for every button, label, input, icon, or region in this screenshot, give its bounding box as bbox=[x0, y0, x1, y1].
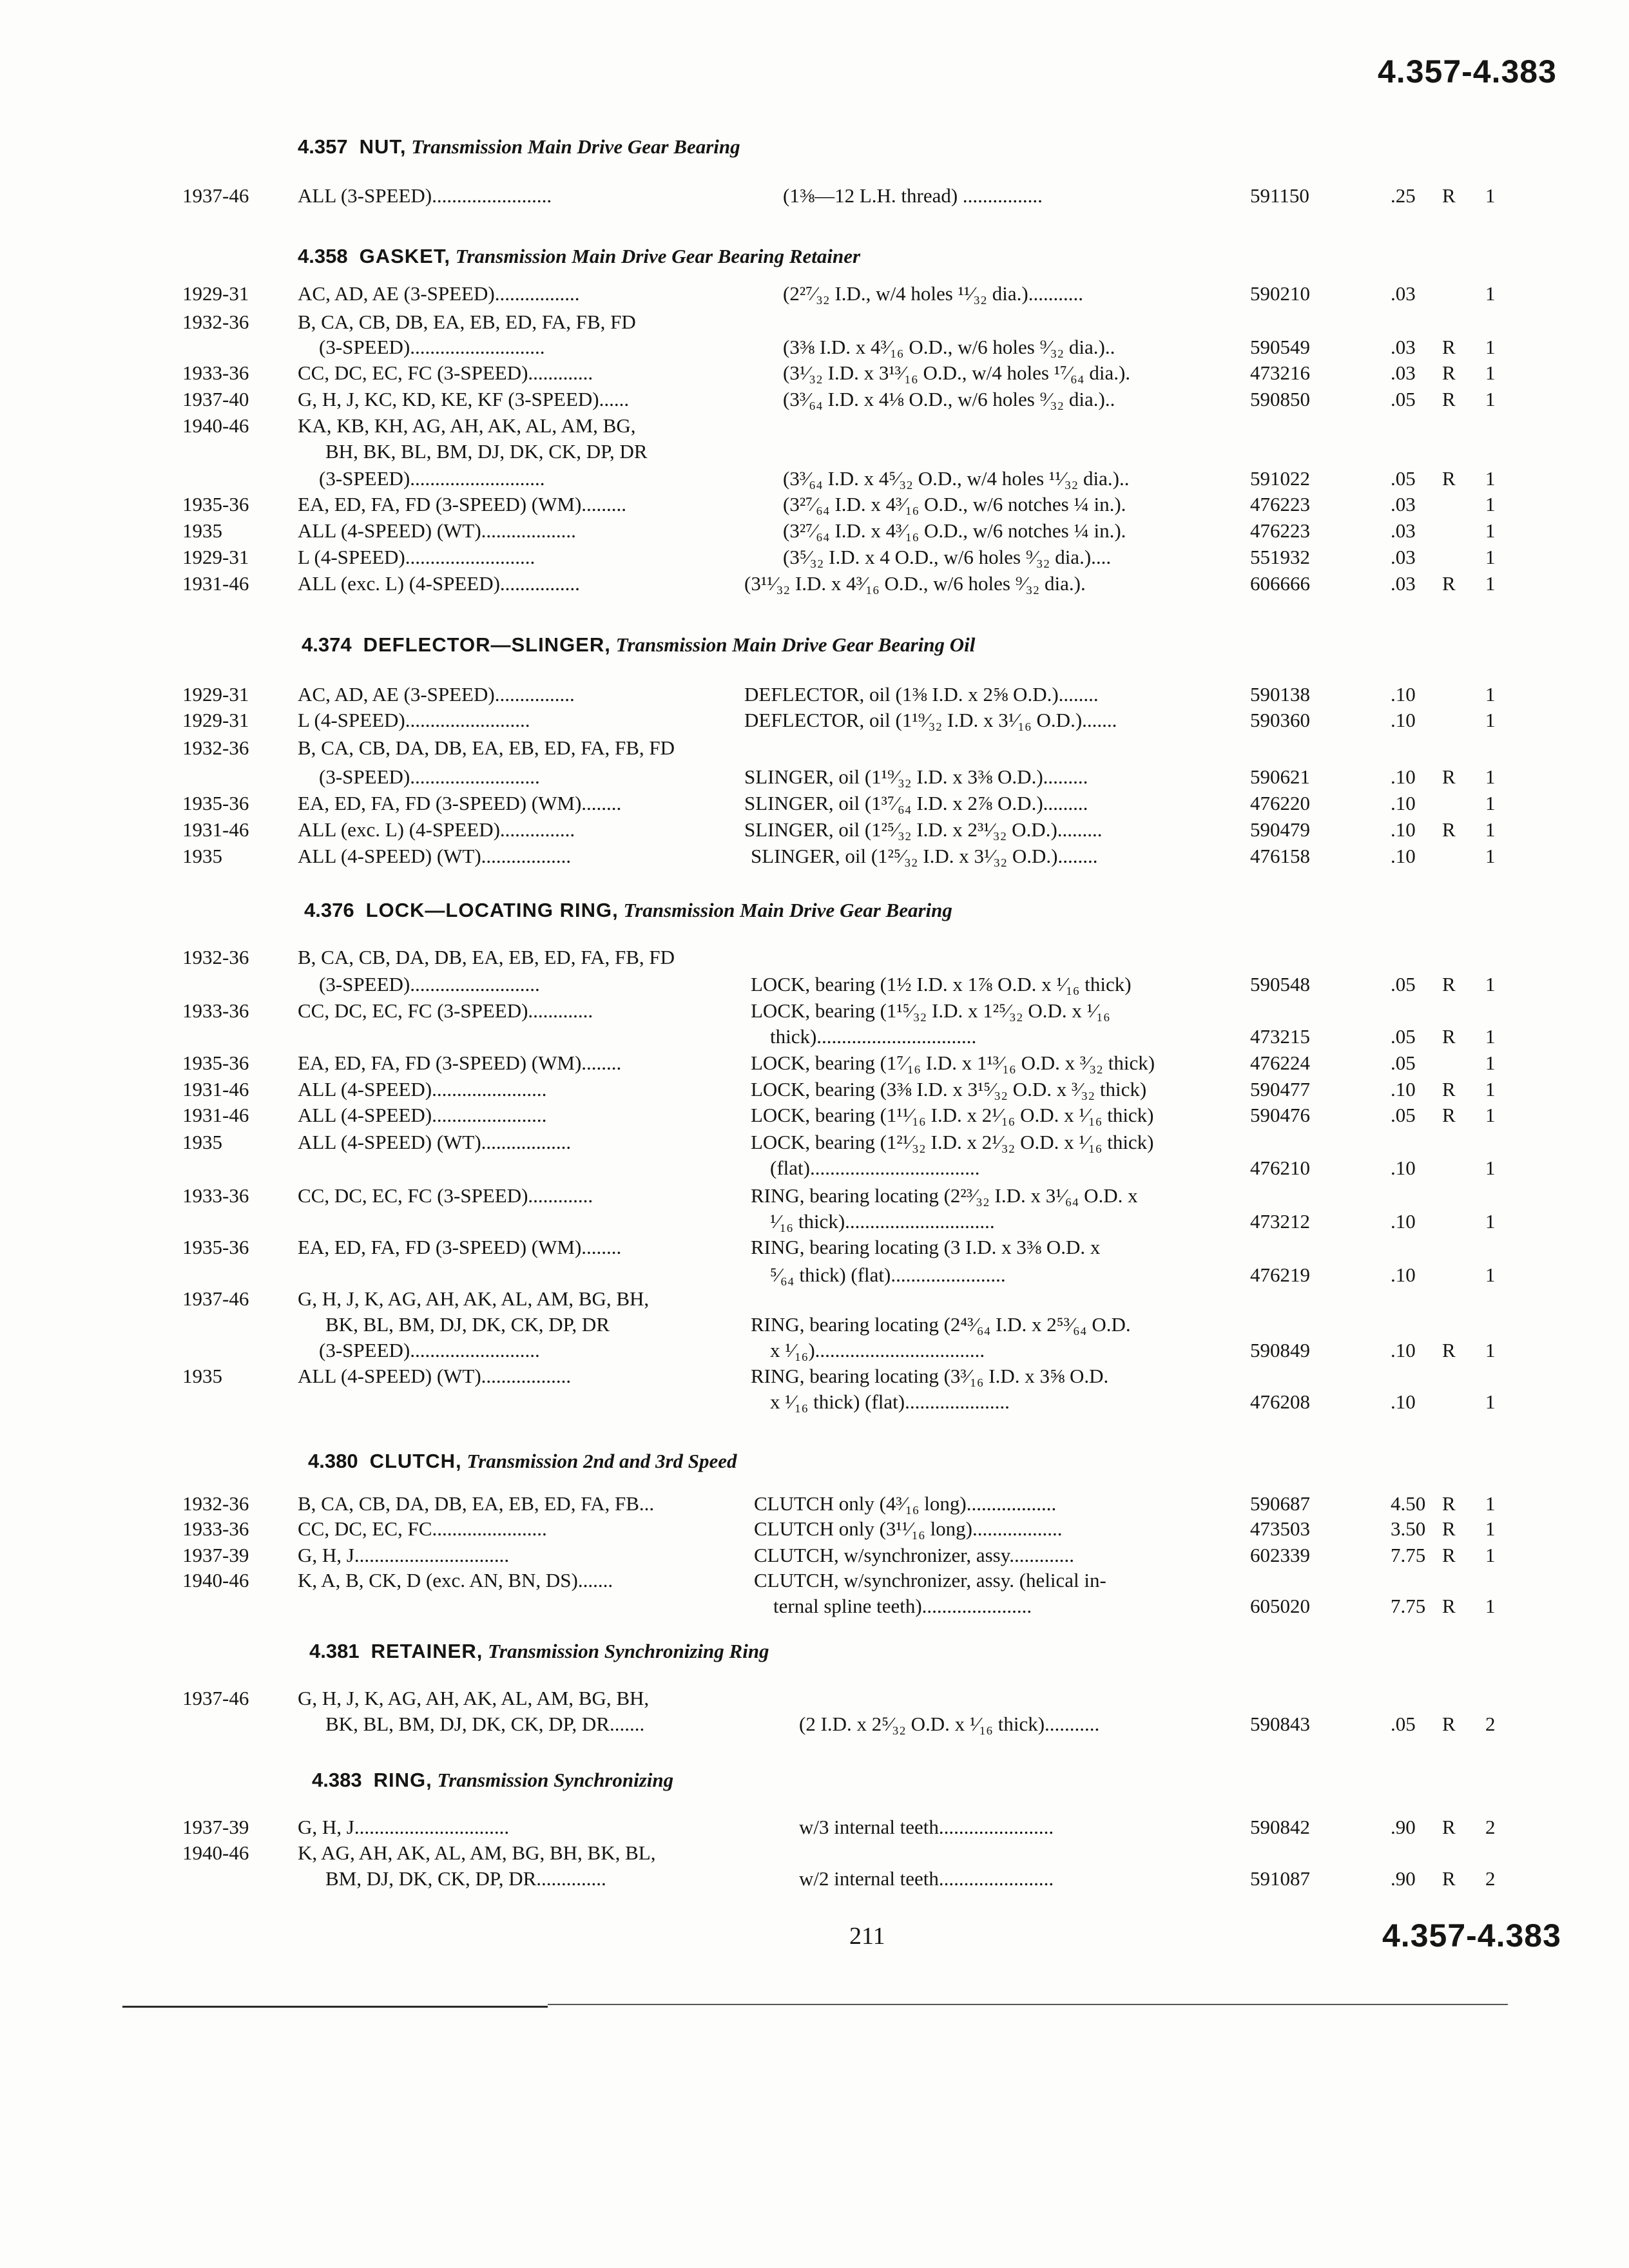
part-number: 602339 bbox=[1250, 1544, 1310, 1566]
section-noun: RETAINER, bbox=[371, 1640, 483, 1662]
model-list: CC, DC, EC, FC (3-SPEED)............. bbox=[298, 1184, 593, 1207]
quantity: 1 bbox=[1485, 765, 1496, 788]
section-noun: GASKET, bbox=[359, 245, 450, 267]
part-description: SLINGER, oil (1²⁵⁄₃₂ I.D. x 3¹⁄₃₂ O.D.)........ bbox=[751, 845, 1098, 867]
price: .03 bbox=[1391, 572, 1416, 595]
quantity: 2 bbox=[1485, 1816, 1496, 1838]
part-description: CLUTCH only (4³⁄₁₆ long).................. bbox=[754, 1492, 1057, 1515]
model-list: ALL (4-SPEED) (WT).................. bbox=[298, 845, 572, 867]
part-description: DEFLECTOR, oil (1⅜ I.D. x 2⅝ O.D.)........ bbox=[744, 683, 1099, 706]
year-range: 1937-46 bbox=[182, 1687, 249, 1709]
year-range: 1937-39 bbox=[182, 1816, 249, 1838]
price: .03 bbox=[1391, 282, 1416, 305]
price: .03 bbox=[1391, 519, 1416, 542]
model-list: G, H, J, KC, KD, KE, KF (3-SPEED)...... bbox=[298, 388, 630, 410]
quantity: 1 bbox=[1485, 845, 1496, 867]
price: .05 bbox=[1391, 467, 1416, 490]
part-number: 473216 bbox=[1250, 361, 1310, 384]
quantity: 1 bbox=[1485, 467, 1496, 490]
part-description: CLUTCH, w/synchronizer, assy. (helical in- bbox=[754, 1569, 1106, 1591]
price: .10 bbox=[1391, 1264, 1416, 1286]
part-number: 473503 bbox=[1250, 1517, 1310, 1540]
section-number: 4.380 bbox=[308, 1450, 358, 1472]
section-noun: NUT, bbox=[359, 135, 407, 158]
r-flag: R bbox=[1442, 765, 1456, 788]
quantity: 2 bbox=[1485, 1867, 1496, 1890]
model-list: BK, BL, BM, DJ, DK, CK, DP, DR bbox=[325, 1313, 610, 1336]
quantity: 1 bbox=[1485, 973, 1496, 995]
part-number: 590687 bbox=[1250, 1492, 1310, 1515]
quantity: 1 bbox=[1485, 1157, 1496, 1179]
year-range: 1929-31 bbox=[182, 683, 249, 706]
quantity: 1 bbox=[1485, 1052, 1496, 1074]
model-list: B, CA, CB, DA, DB, EA, EB, ED, FA, FB, FD bbox=[298, 736, 675, 759]
model-list: AC, AD, AE (3-SPEED)................. bbox=[298, 282, 580, 305]
part-description: (3⅜ I.D. x 4³⁄₁₆ O.D., w/6 holes ⁹⁄₃₂ dia.).. bbox=[783, 336, 1115, 358]
part-description: (3³⁄₆₄ I.D. x 4⁵⁄₃₂ O.D., w/4 holes ¹¹⁄₃₂ dia.).. bbox=[783, 467, 1130, 490]
part-number: 476223 bbox=[1250, 493, 1310, 515]
r-flag: R bbox=[1442, 1339, 1456, 1361]
part-description: RING, bearing locating (2⁴³⁄₆₄ I.D. x 2⁵³⁄₆₄ O.D. bbox=[751, 1313, 1131, 1336]
part-number: 591087 bbox=[1250, 1867, 1310, 1890]
price: .10 bbox=[1391, 792, 1416, 814]
model-list: AC, AD, AE (3-SPEED)................ bbox=[298, 683, 575, 706]
model-list: EA, ED, FA, FD (3-SPEED) (WM)........ bbox=[298, 1236, 622, 1258]
part-number: 590476 bbox=[1250, 1104, 1310, 1126]
part-description: w/3 internal teeth....................... bbox=[799, 1816, 1054, 1838]
section-number: 4.376 bbox=[304, 899, 354, 921]
model-list: ALL (4-SPEED) (WT)................... bbox=[298, 519, 576, 542]
part-description: (3¹¹⁄₃₂ I.D. x 4³⁄₁₆ O.D., w/6 holes ⁹⁄₃₂ dia.). bbox=[744, 572, 1086, 595]
price: .05 bbox=[1391, 1052, 1416, 1074]
price: .10 bbox=[1391, 1078, 1416, 1100]
bottom-rule bbox=[122, 2006, 548, 2008]
model-list: G, H, J............................... bbox=[298, 1544, 510, 1566]
r-flag: R bbox=[1442, 973, 1456, 995]
section-description: Transmission Main Drive Gear Bearing Oil bbox=[615, 633, 976, 656]
part-description: LOCK, bearing (3⅜ I.D. x 3¹⁵⁄₃₂ O.D. x ³⁄₃₂ thick) bbox=[751, 1078, 1147, 1100]
part-description: (3⁵⁄₃₂ I.D. x 4 O.D., w/6 holes ⁹⁄₃₂ dia.).... bbox=[783, 546, 1112, 568]
quantity: 1 bbox=[1485, 1595, 1496, 1617]
r-flag: R bbox=[1442, 1078, 1456, 1100]
model-list: KA, KB, KH, AG, AH, AK, AL, AM, BG, bbox=[298, 414, 636, 437]
model-list: L (4-SPEED)......................... bbox=[298, 709, 530, 731]
year-range: 1929-31 bbox=[182, 709, 249, 731]
r-flag: R bbox=[1442, 1595, 1456, 1617]
price: 4.50 bbox=[1391, 1492, 1426, 1515]
year-range: 1935-36 bbox=[182, 1052, 249, 1074]
section-number: 4.357 bbox=[298, 135, 348, 158]
model-list: BM, DJ, DK, CK, DP, DR.............. bbox=[325, 1867, 606, 1890]
quantity: 1 bbox=[1485, 1517, 1496, 1540]
part-number: 590549 bbox=[1250, 336, 1310, 358]
part-number: 476210 bbox=[1250, 1157, 1310, 1179]
part-description: SLINGER, oil (1³⁷⁄₆₄ I.D. x 2⅞ O.D.)......... bbox=[744, 792, 1088, 814]
part-description: (2²⁷⁄₃₂ I.D., w/4 holes ¹¹⁄₃₂ dia.)........... bbox=[783, 282, 1083, 305]
part-description: RING, bearing locating (3 I.D. x 3⅜ O.D. x bbox=[751, 1236, 1101, 1258]
r-flag: R bbox=[1442, 1517, 1456, 1540]
part-description: LOCK, bearing (1¹¹⁄₁₆ I.D. x 2¹⁄₁₆ O.D. x ¹⁄₁₆ thick) bbox=[751, 1104, 1154, 1126]
r-flag: R bbox=[1442, 1867, 1456, 1890]
part-description: (3¹⁄₃₂ I.D. x 3¹³⁄₁₆ O.D., w/4 holes ¹⁷⁄₆₄ dia.). bbox=[783, 361, 1131, 384]
part-description: (3³⁄₆₄ I.D. x 4⅛ O.D., w/6 holes ⁹⁄₃₂ dia.).. bbox=[783, 388, 1115, 410]
year-range: 1932-36 bbox=[182, 736, 249, 759]
quantity: 1 bbox=[1485, 493, 1496, 515]
part-description: CLUTCH only (3¹¹⁄₁₆ long).................. bbox=[754, 1517, 1063, 1540]
part-description: thick)................................ bbox=[770, 1025, 977, 1048]
quantity: 1 bbox=[1485, 1492, 1496, 1515]
quantity: 1 bbox=[1485, 1264, 1496, 1286]
model-list: ALL (exc. L) (4-SPEED)................ bbox=[298, 572, 580, 595]
quantity: 1 bbox=[1485, 1210, 1496, 1233]
part-description: LOCK, bearing (1²¹⁄₃₂ I.D. x 2¹⁄₃₂ O.D. x ¹⁄₁₆ thick) bbox=[751, 1131, 1154, 1153]
section-heading bbox=[302, 633, 975, 657]
r-flag: R bbox=[1442, 1104, 1456, 1126]
price: .10 bbox=[1391, 709, 1416, 731]
model-list: K, AG, AH, AK, AL, AM, BG, BH, BK, BL, bbox=[298, 1841, 656, 1864]
part-number: 590477 bbox=[1250, 1078, 1310, 1100]
model-list: B, CA, CB, DB, EA, EB, ED, FA, FB, FD bbox=[298, 311, 636, 333]
section-noun: DEFLECTOR—SLINGER, bbox=[363, 633, 611, 656]
part-description: DEFLECTOR, oil (1¹⁹⁄₃₂ I.D. x 3¹⁄₁₆ O.D.)....... bbox=[744, 709, 1117, 731]
year-range: 1933-36 bbox=[182, 1184, 249, 1207]
section-number: 4.358 bbox=[298, 245, 348, 267]
price: .03 bbox=[1391, 493, 1416, 515]
section-number: 4.383 bbox=[312, 1769, 362, 1791]
year-range: 1937-46 bbox=[182, 184, 249, 207]
year-range: 1931-46 bbox=[182, 818, 249, 841]
year-range: 1935-36 bbox=[182, 792, 249, 814]
part-number: 590850 bbox=[1250, 388, 1310, 410]
model-list: (3-SPEED).......................... bbox=[319, 1339, 540, 1361]
section-noun: RING, bbox=[373, 1769, 432, 1791]
part-number: 476208 bbox=[1250, 1390, 1310, 1413]
part-description: SLINGER, oil (1¹⁹⁄₃₂ I.D. x 3⅜ O.D.)......... bbox=[744, 765, 1088, 788]
part-number: 591150 bbox=[1250, 184, 1309, 207]
model-list: BK, BL, BM, DJ, DK, CK, DP, DR....... bbox=[325, 1713, 645, 1735]
part-number: 590548 bbox=[1250, 973, 1310, 995]
model-list: BH, BK, BL, BM, DJ, DK, CK, DP, DR bbox=[325, 440, 648, 463]
year-range: 1940-46 bbox=[182, 1841, 249, 1864]
quantity: 1 bbox=[1485, 1339, 1496, 1361]
quantity: 1 bbox=[1485, 1025, 1496, 1048]
bottom-rule-right bbox=[548, 2004, 1508, 2005]
part-description: (3²⁷⁄₆₄ I.D. x 4³⁄₁₆ O.D., w/6 notches ¼ in.). bbox=[783, 519, 1126, 542]
price: .05 bbox=[1391, 1025, 1416, 1048]
year-range: 1935 bbox=[182, 845, 222, 867]
section-description: Transmission Main Drive Gear Bearing bbox=[411, 135, 740, 158]
part-description: ternal spline teeth)...................... bbox=[773, 1595, 1032, 1617]
r-flag: R bbox=[1442, 1025, 1456, 1048]
part-description: w/2 internal teeth....................... bbox=[799, 1867, 1054, 1890]
quantity: 1 bbox=[1485, 282, 1496, 305]
price: .90 bbox=[1391, 1867, 1416, 1890]
section-description: Transmission Main Drive Gear Bearing Retainer bbox=[455, 245, 861, 267]
part-description: CLUTCH, w/synchronizer, assy............. bbox=[754, 1544, 1074, 1566]
part-number: 591022 bbox=[1250, 467, 1310, 490]
model-list: G, H, J............................... bbox=[298, 1816, 510, 1838]
year-range: 1935 bbox=[182, 519, 222, 542]
section-number: 4.374 bbox=[302, 633, 352, 656]
quantity: 1 bbox=[1485, 1544, 1496, 1566]
year-range: 1931-46 bbox=[182, 572, 249, 595]
price: .10 bbox=[1391, 765, 1416, 788]
price: .10 bbox=[1391, 1210, 1416, 1233]
part-number: 590849 bbox=[1250, 1339, 1310, 1361]
price: .10 bbox=[1391, 1157, 1416, 1179]
part-description: SLINGER, oil (1²⁵⁄₃₂ I.D. x 2³¹⁄₃₂ O.D.)......... bbox=[744, 818, 1103, 841]
part-description: LOCK, bearing (1½ I.D. x 1⅞ O.D. x ¹⁄₁₆ thick) bbox=[751, 973, 1132, 995]
price: 7.75 bbox=[1391, 1544, 1426, 1566]
part-number: 590138 bbox=[1250, 683, 1310, 706]
price: 3.50 bbox=[1391, 1517, 1426, 1540]
model-list: ALL (3-SPEED)........................ bbox=[298, 184, 552, 207]
r-flag: R bbox=[1442, 818, 1456, 841]
quantity: 1 bbox=[1485, 184, 1496, 207]
part-description: x ¹⁄₁₆ thick) (flat)..................... bbox=[770, 1390, 1010, 1413]
price: .10 bbox=[1391, 845, 1416, 867]
part-description: (2 I.D. x 2⁵⁄₃₂ O.D. x ¹⁄₁₆ thick)........... bbox=[799, 1713, 1100, 1735]
part-description: (3²⁷⁄₆₄ I.D. x 4³⁄₁₆ O.D., w/6 notches ¼ in.). bbox=[783, 493, 1126, 515]
quantity: 1 bbox=[1485, 818, 1496, 841]
page-range-top: 4.357-4.383 bbox=[1378, 53, 1557, 90]
r-flag: R bbox=[1442, 467, 1456, 490]
price: .10 bbox=[1391, 818, 1416, 841]
part-number: 590621 bbox=[1250, 765, 1310, 788]
r-flag: R bbox=[1442, 388, 1456, 410]
r-flag: R bbox=[1442, 361, 1456, 384]
model-list: (3-SPEED)........................... bbox=[319, 336, 545, 358]
part-number: 590842 bbox=[1250, 1816, 1310, 1838]
price: .05 bbox=[1391, 973, 1416, 995]
part-number: 476220 bbox=[1250, 792, 1310, 814]
price: .10 bbox=[1391, 683, 1416, 706]
part-number: 551932 bbox=[1250, 546, 1310, 568]
part-number: 590210 bbox=[1250, 282, 1310, 305]
section-number: 4.381 bbox=[309, 1640, 360, 1662]
section-description: Transmission Synchronizing Ring bbox=[488, 1640, 769, 1662]
part-number: 606666 bbox=[1250, 572, 1310, 595]
model-list: ALL (4-SPEED) (WT).................. bbox=[298, 1131, 572, 1153]
part-description: ⁵⁄₆₄ thick) (flat)....................... bbox=[770, 1264, 1006, 1286]
quantity: 1 bbox=[1485, 792, 1496, 814]
year-range: 1935-36 bbox=[182, 1236, 249, 1258]
part-description: (flat).................................. bbox=[770, 1157, 980, 1179]
page-number: 211 bbox=[849, 1923, 885, 1950]
price: .05 bbox=[1391, 388, 1416, 410]
year-range: 1933-36 bbox=[182, 1517, 249, 1540]
year-range: 1935 bbox=[182, 1365, 222, 1387]
r-flag: R bbox=[1442, 1492, 1456, 1515]
section-heading bbox=[308, 1450, 737, 1473]
quantity: 1 bbox=[1485, 546, 1496, 568]
year-range: 1935 bbox=[182, 1131, 222, 1153]
part-number: 590479 bbox=[1250, 818, 1310, 841]
quantity: 1 bbox=[1485, 572, 1496, 595]
model-list: L (4-SPEED).......................... bbox=[298, 546, 535, 568]
quantity: 1 bbox=[1485, 1078, 1496, 1100]
year-range: 1937-46 bbox=[182, 1287, 249, 1310]
model-list: ALL (4-SPEED)....................... bbox=[298, 1078, 547, 1100]
part-number: 473212 bbox=[1250, 1210, 1310, 1233]
year-range: 1932-36 bbox=[182, 311, 249, 333]
section-heading bbox=[312, 1769, 673, 1792]
quantity: 1 bbox=[1485, 1104, 1496, 1126]
year-range: 1940-46 bbox=[182, 1569, 249, 1591]
price: .90 bbox=[1391, 1816, 1416, 1838]
quantity: 1 bbox=[1485, 683, 1496, 706]
part-number: 590843 bbox=[1250, 1713, 1310, 1735]
year-range: 1937-40 bbox=[182, 388, 249, 410]
quantity: 1 bbox=[1485, 336, 1496, 358]
section-heading bbox=[309, 1640, 769, 1663]
price: .03 bbox=[1391, 546, 1416, 568]
year-range: 1940-46 bbox=[182, 414, 249, 437]
model-list: EA, ED, FA, FD (3-SPEED) (WM)........ bbox=[298, 792, 622, 814]
r-flag: R bbox=[1442, 1816, 1456, 1838]
quantity: 1 bbox=[1485, 388, 1496, 410]
year-range: 1935-36 bbox=[182, 493, 249, 515]
part-number: 476224 bbox=[1250, 1052, 1310, 1074]
part-description: RING, bearing locating (2²³⁄₃₂ I.D. x 3¹⁄₆₄ O.D. x bbox=[751, 1184, 1138, 1207]
section-heading bbox=[298, 135, 740, 159]
section-heading bbox=[298, 245, 860, 268]
section-description: Transmission Synchronizing bbox=[437, 1769, 674, 1791]
price: .10 bbox=[1391, 1339, 1416, 1361]
model-list: CC, DC, EC, FC (3-SPEED)............. bbox=[298, 361, 593, 384]
quantity: 1 bbox=[1485, 709, 1496, 731]
model-list: CC, DC, EC, FC (3-SPEED)............. bbox=[298, 999, 593, 1022]
r-flag: R bbox=[1442, 572, 1456, 595]
section-noun: CLUTCH, bbox=[369, 1450, 462, 1472]
r-flag: R bbox=[1442, 184, 1456, 207]
price: .03 bbox=[1391, 336, 1416, 358]
model-list: G, H, J, K, AG, AH, AK, AL, AM, BG, BH, bbox=[298, 1287, 650, 1310]
part-description: LOCK, bearing (1¹⁵⁄₃₂ I.D. x 1²⁵⁄₃₂ O.D. x ¹⁄₁₆ bbox=[751, 999, 1110, 1022]
section-noun: LOCK—LOCATING RING, bbox=[365, 899, 619, 921]
section-description: Transmission Main Drive Gear Bearing bbox=[623, 899, 952, 921]
model-list: G, H, J, K, AG, AH, AK, AL, AM, BG, BH, bbox=[298, 1687, 650, 1709]
year-range: 1933-36 bbox=[182, 999, 249, 1022]
price: .05 bbox=[1391, 1104, 1416, 1126]
year-range: 1931-46 bbox=[182, 1104, 249, 1126]
year-range: 1932-36 bbox=[182, 1492, 249, 1515]
model-list: (3-SPEED)........................... bbox=[319, 467, 545, 490]
model-list: B, CA, CB, DA, DB, EA, EB, ED, FA, FB... bbox=[298, 1492, 655, 1515]
part-number: 590360 bbox=[1250, 709, 1310, 731]
price: 7.75 bbox=[1391, 1595, 1426, 1617]
r-flag: R bbox=[1442, 1713, 1456, 1735]
model-list: (3-SPEED).......................... bbox=[319, 765, 540, 788]
quantity: 2 bbox=[1485, 1713, 1496, 1735]
part-description: LOCK, bearing (1⁷⁄₁₆ I.D. x 1¹³⁄₁₆ O.D. x ³⁄₃₂ thick) bbox=[751, 1052, 1155, 1074]
price: .25 bbox=[1391, 184, 1416, 207]
model-list: EA, ED, FA, FD (3-SPEED) (WM)........ bbox=[298, 1052, 622, 1074]
model-list: EA, ED, FA, FD (3-SPEED) (WM)......... bbox=[298, 493, 627, 515]
year-range: 1929-31 bbox=[182, 282, 249, 305]
part-number: 476223 bbox=[1250, 519, 1310, 542]
part-description: ¹⁄₁₆ thick).............................. bbox=[770, 1210, 995, 1233]
r-flag: R bbox=[1442, 1544, 1456, 1566]
model-list: K, A, B, CK, D (exc. AN, BN, DS)....... bbox=[298, 1569, 613, 1591]
year-range: 1929-31 bbox=[182, 546, 249, 568]
year-range: 1937-39 bbox=[182, 1544, 249, 1566]
quantity: 1 bbox=[1485, 519, 1496, 542]
year-range: 1933-36 bbox=[182, 361, 249, 384]
year-range: 1931-46 bbox=[182, 1078, 249, 1100]
section-description: Transmission 2nd and 3rd Speed bbox=[467, 1450, 737, 1472]
model-list: ALL (4-SPEED) (WT).................. bbox=[298, 1365, 572, 1387]
part-number: 476219 bbox=[1250, 1264, 1310, 1286]
price: .10 bbox=[1391, 1390, 1416, 1413]
part-description: x ¹⁄₁₆).................................. bbox=[770, 1339, 985, 1361]
quantity: 1 bbox=[1485, 1390, 1496, 1413]
model-list: B, CA, CB, DA, DB, EA, EB, ED, FA, FB, FD bbox=[298, 946, 675, 968]
model-list: CC, DC, EC, FC....................... bbox=[298, 1517, 547, 1540]
quantity: 1 bbox=[1485, 361, 1496, 384]
price: .03 bbox=[1391, 361, 1416, 384]
section-heading bbox=[304, 899, 952, 922]
model-list: ALL (exc. L) (4-SPEED)............... bbox=[298, 818, 575, 841]
part-description: (1⅜—12 L.H. thread) ................ bbox=[783, 184, 1043, 207]
part-number: 476158 bbox=[1250, 845, 1310, 867]
model-list: (3-SPEED).......................... bbox=[319, 973, 540, 995]
part-description: RING, bearing locating (3³⁄₁₆ I.D. x 3⅝ O.D. bbox=[751, 1365, 1109, 1387]
part-number: 473215 bbox=[1250, 1025, 1310, 1048]
price: .05 bbox=[1391, 1713, 1416, 1735]
year-range: 1932-36 bbox=[182, 946, 249, 968]
model-list: ALL (4-SPEED)....................... bbox=[298, 1104, 547, 1126]
page-range-bottom: 4.357-4.383 bbox=[1382, 1917, 1561, 1954]
part-number: 605020 bbox=[1250, 1595, 1310, 1617]
r-flag: R bbox=[1442, 336, 1456, 358]
